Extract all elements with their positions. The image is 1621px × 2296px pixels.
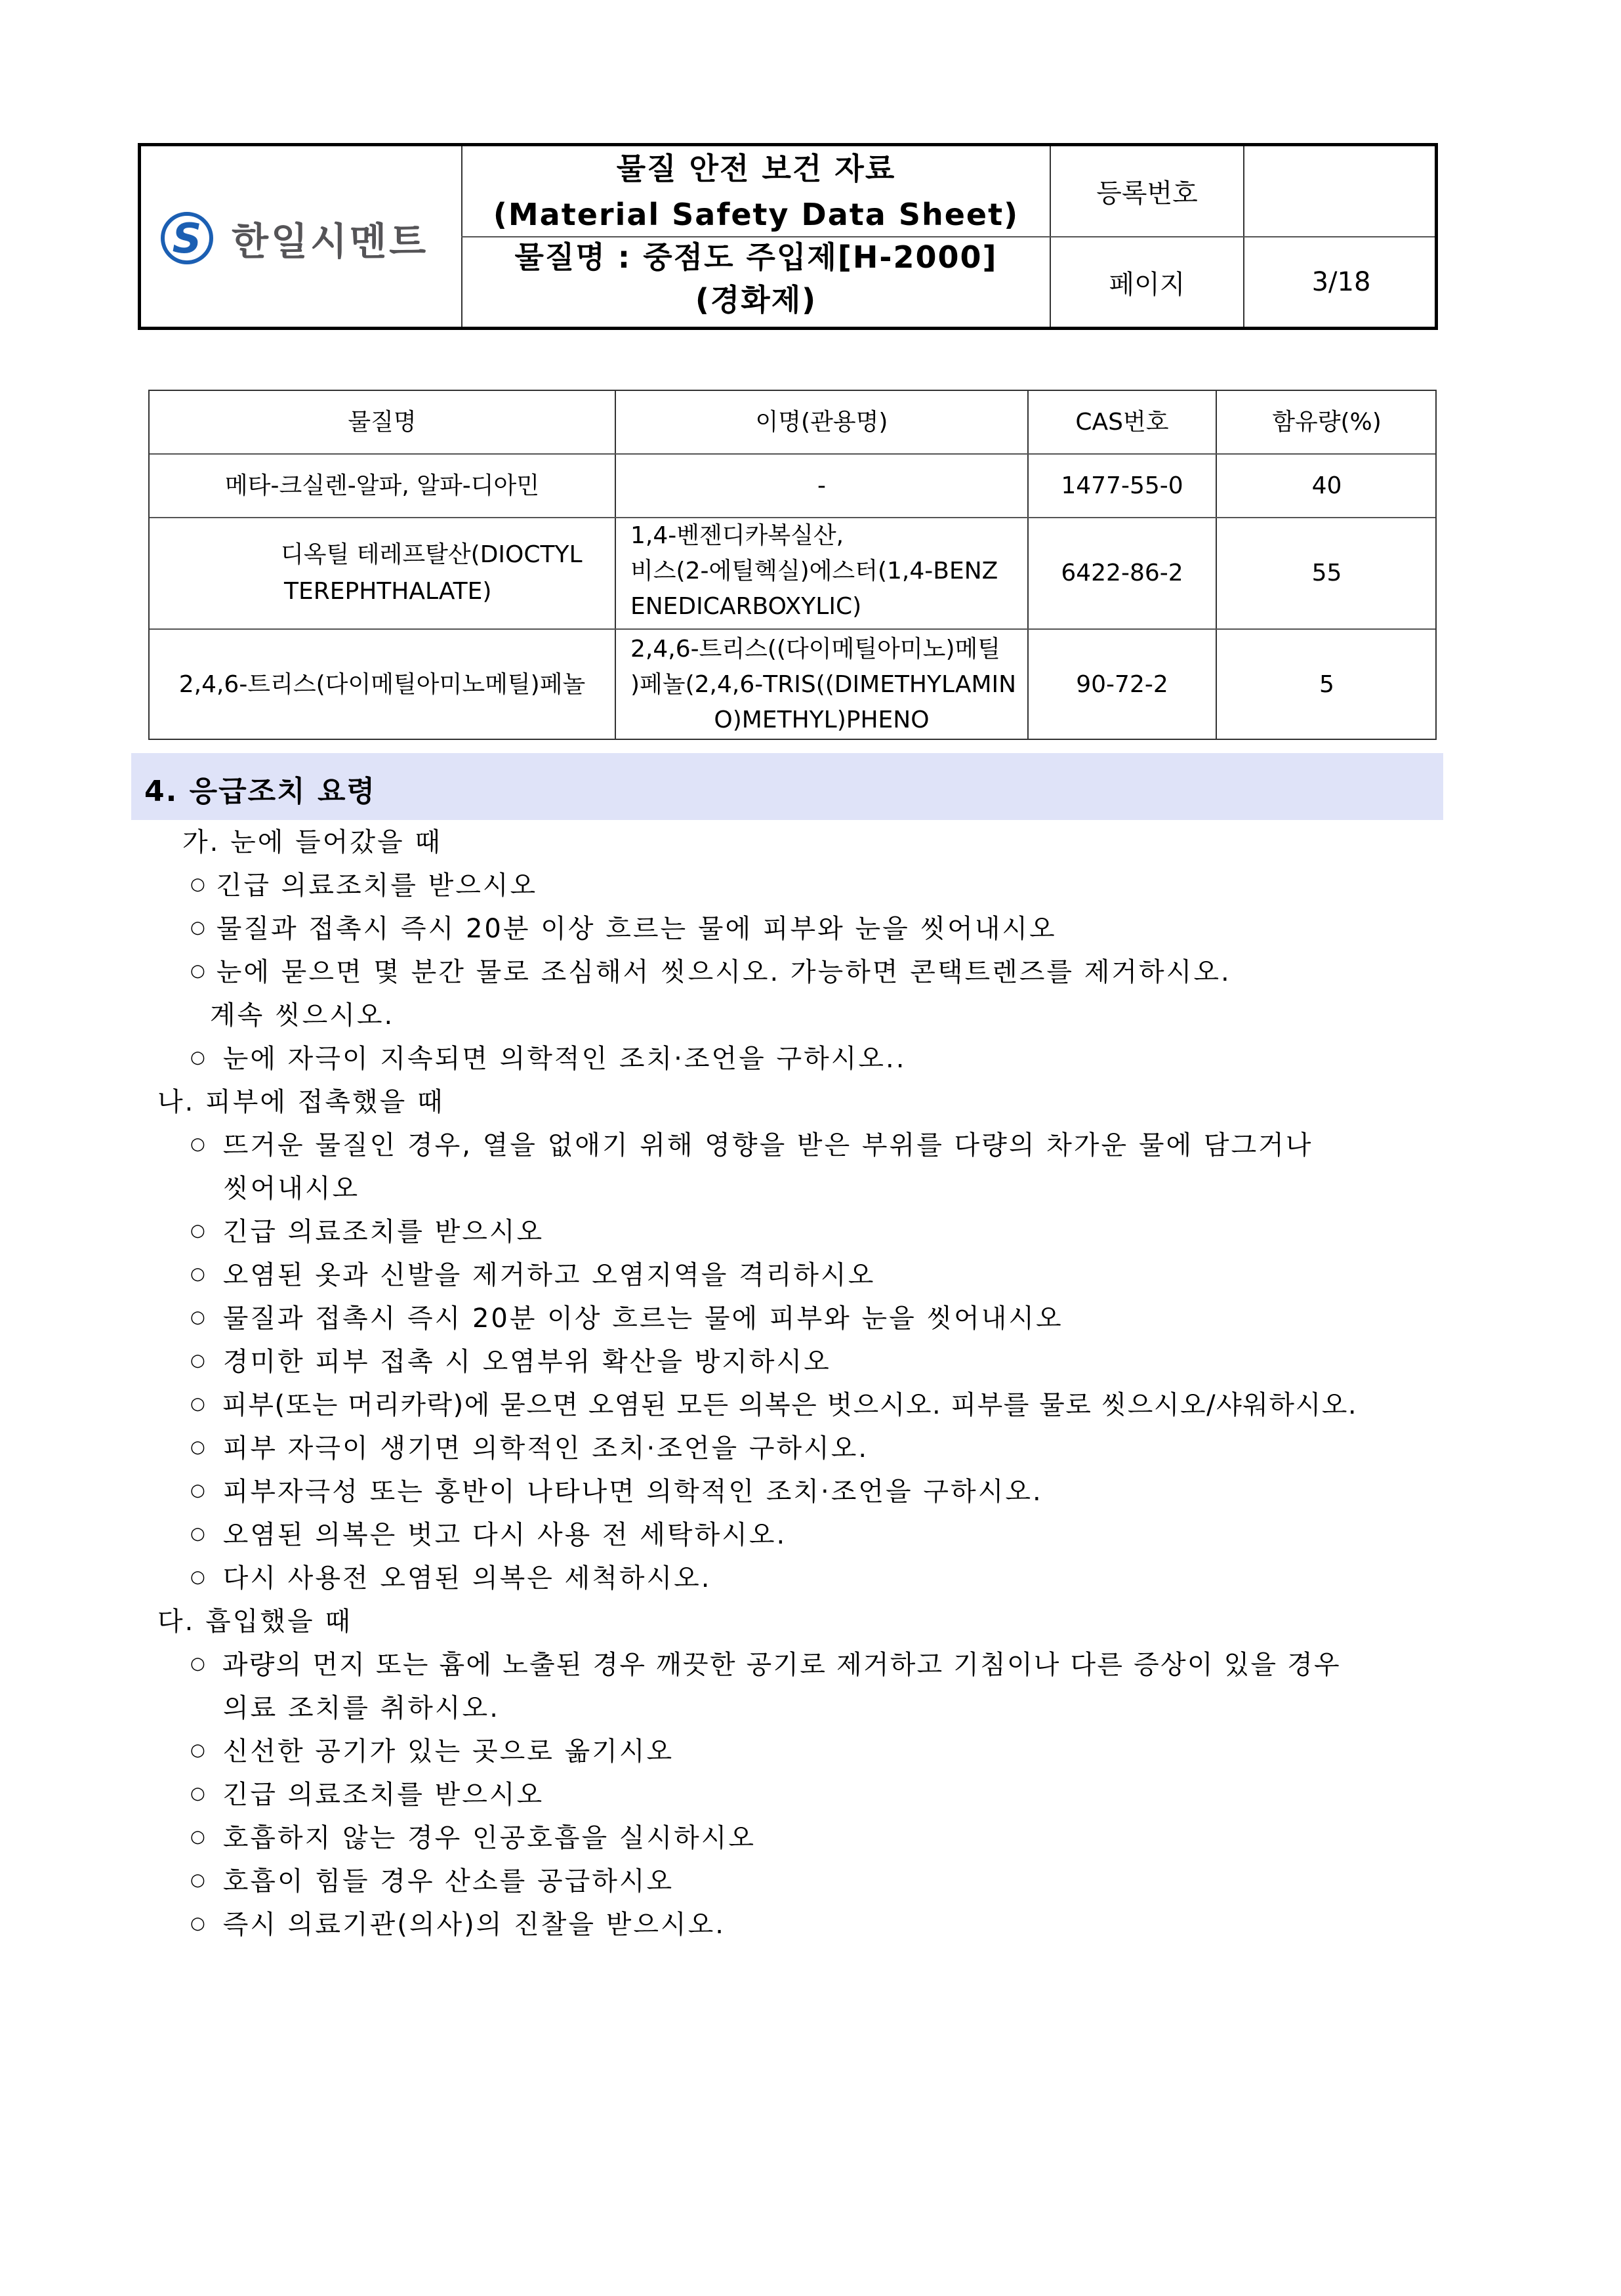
alias-line3: O)METHYL)PHENO [714,707,930,733]
list-item: ○ 과량의 먼지 또는 흄에 노출된 경우 깨끗한 공기로 제거하고 기침이나 다른 증상이 있을 경우 [190,1650,1341,1680]
table-row-1-alias: - [817,472,826,499]
column-header-cas: CAS번호 [1075,408,1169,436]
list-item: ○ 즉시 의료기관(의사)의 진찰을 받으시오. [190,1910,726,1940]
list-item-continuation: 계속 씻으시오. [210,1000,395,1031]
page-label: 페이지 [1109,269,1185,300]
page-number: 3/18 [1311,267,1371,297]
table-row-1-substance: 메타-크실렌-알파, 알파-디아민 [224,472,540,499]
title-korean: 물질 안전 보건 자료 [616,150,896,186]
composition-table [148,390,1437,740]
table-row-2-cas: 6422-86-2 [1061,560,1183,586]
list-item: ○ 물질과 접촉시 즉시 20분 이상 흐르는 물에 피부와 눈을 씻어내시오 [190,914,1057,944]
table-row-3-alias [616,630,1027,740]
subsection-heading-inhalation: 다. 흡입했을 때 [157,1607,352,1637]
list-item: ○ 긴급 의료조치를 받으시오 [190,1217,544,1247]
subsection-heading-eye: 가. 눈에 들어갔을 때 [182,827,442,857]
list-item: ○ 뜨거운 물질인 경우, 열을 없애기 위해 영향을 받은 부위를 다량의 차가운 물에 담그거나 [190,1130,1313,1160]
product-name-cell [462,237,1050,327]
list-item: ○ 호흡이 힘들 경우 산소를 공급하시오 [190,1866,674,1896]
alias-line1: 2,4,6-트리스((다이메틸아미노)메틸 [630,636,1001,663]
bullet-circle-icon: ○ [190,1134,207,1154]
list-item: ○ 긴급 의료조치를 받으시오 [190,1780,544,1810]
list-item: ○ 경미한 피부 접촉 시 오염부위 확산을 방지하시오 [190,1347,831,1377]
bullet-circle-icon: ○ [190,1827,207,1847]
substance-line2: TEREPHTHALATE) [284,578,492,605]
subsection-heading-skin: 나. 피부에 접촉했을 때 [157,1087,445,1117]
list-item: ○ 피부자극성 또는 홍반이 나타나면 의학적인 조치·조언을 구하시오. [190,1477,1043,1507]
list-item: ○ 물질과 접촉시 즉시 20분 이상 흐르는 물에 피부와 눈을 씻어내시오 [190,1303,1063,1334]
product-name-line1: 물질명 : 중점도 주입제[H-2000] [514,239,998,275]
bullet-circle-icon: ○ [190,918,207,937]
bullet-circle-icon: ○ [190,961,207,981]
section-title: 4. 응급조치 요령 [144,775,376,808]
list-item: ○ 신선한 공기가 있는 곳으로 옮기시오 [190,1736,674,1767]
bullet-circle-icon: ○ [190,1264,207,1284]
list-item: ○ 오염된 의복은 벗고 다시 사용 전 세탁하시오. [190,1520,787,1550]
bullet-circle-icon: ○ [190,1048,207,1067]
table-row-3-content: 5 [1319,671,1334,698]
title-english: (Material Safety Data Sheet) [493,196,1019,232]
bullet-circle-icon: ○ [190,1567,207,1587]
list-item: ○ 긴급 의료조치를 받으시오 [190,871,538,901]
alias-line1: 1,4-벤젠디카복실산, [630,522,844,549]
product-name-line2: (경화제) [695,282,817,318]
company-logo [161,211,428,266]
table-row-3-substance: 2,4,6-트리스(다이메틸아미노메틸)페놀 [178,671,586,698]
bullet-circle-icon: ○ [190,1740,207,1760]
list-item: ○ 다시 사용전 오염된 의복은 세척하시오. [190,1563,712,1593]
list-item-continuation: 의료 조치를 취하시오. [223,1693,500,1723]
table-row-2-substance [150,518,615,628]
table-row-3-cas: 90-72-2 [1076,671,1168,698]
company-name: 한일시멘트 [232,219,429,264]
document-header-table [138,143,1438,330]
list-item: ○ 오염된 옷과 신발을 제거하고 오염지역을 격리하시오 [190,1260,876,1290]
bullet-circle-icon: ○ [190,1351,207,1370]
bullet-circle-icon: ○ [190,1221,207,1240]
bullet-circle-icon: ○ [190,1437,207,1457]
list-item: ○ 호흡하지 않는 경우 인공호흡을 실시하시오 [190,1823,756,1853]
table-row-1-cas: 1477-55-0 [1061,472,1183,499]
substance-line1: 디옥틸 테레프탈산(DIOCTYL [281,541,583,568]
bullet-circle-icon: ○ [190,1654,207,1673]
bullet-circle-icon: ○ [190,1394,207,1414]
table-row-2-alias [616,518,1027,628]
table-row-1-content: 40 [1311,472,1342,499]
bullet-circle-icon: ○ [190,1914,207,1933]
bullet-circle-icon: ○ [190,1870,207,1890]
bullet-circle-icon: ○ [190,1784,207,1803]
bullet-circle-icon: ○ [190,1481,207,1500]
alias-line2: )페놀(2,4,6-TRIS((DIMETHYLAMIN [630,671,1017,698]
list-item: ○ 눈에 묻으면 몇 분간 물로 조심해서 씻으시오. 가능하면 콘택트렌즈를 제거하시오. [190,957,1231,987]
registration-number-value [1244,146,1438,236]
list-item: ○ 피부(또는 머리카락)에 묻으면 오염된 모든 의복은 벗으시오. 피부를 물로 씻으시오/샤워하시오. [190,1390,1358,1420]
s-circle-logo-icon: S [161,212,213,264]
column-header-substance: 물질명 [348,408,417,436]
title-cell [462,146,1050,236]
list-item: ○ 눈에 자극이 지속되면 의학적인 조치·조언을 구하시오.. [190,1044,907,1074]
list-item-continuation: 씻어내시오 [223,1174,360,1204]
section-header-band [131,753,1443,820]
alias-line3: ENEDICARBOXYLIC) [630,593,862,620]
registration-number-label: 등록번호 [1096,178,1198,209]
column-header-content: 함유량(%) [1272,408,1382,436]
bullet-circle-icon: ○ [190,874,207,894]
bullet-circle-icon: ○ [190,1524,207,1544]
bullet-circle-icon: ○ [190,1307,207,1327]
table-row-2-content: 55 [1311,560,1342,586]
alias-line2: 비스(2-에틸헥실)에스터(1,4-BENZ [630,558,998,584]
list-item: ○ 피부 자극이 생기면 의학적인 조치·조언을 구하시오. [190,1433,869,1464]
column-header-alias: 이명(관용명) [755,408,888,436]
